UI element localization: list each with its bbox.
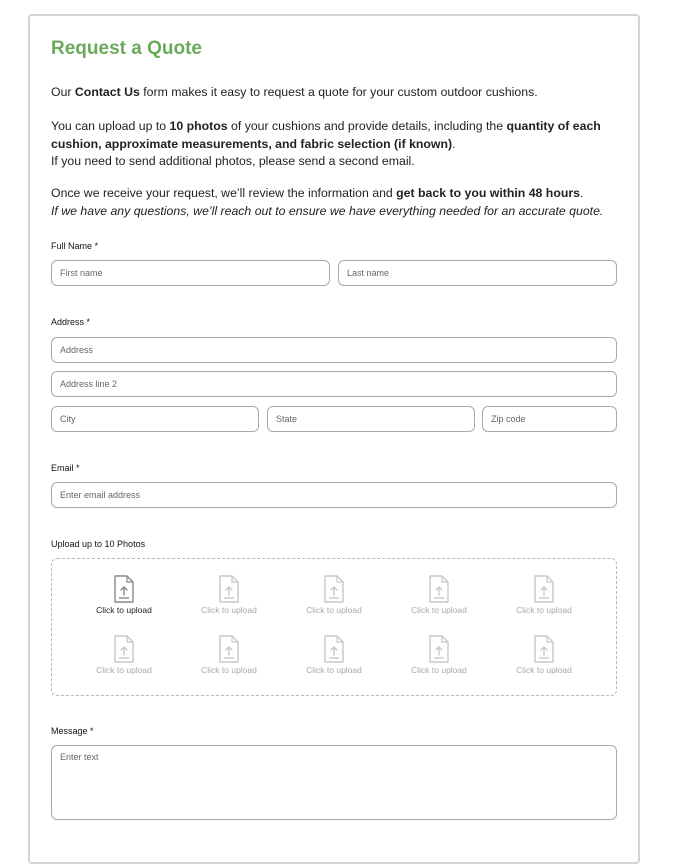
message-textarea[interactable] bbox=[51, 745, 617, 820]
file-upload-icon bbox=[323, 575, 345, 603]
file-upload-icon bbox=[428, 635, 450, 663]
file-upload-icon bbox=[533, 635, 555, 663]
page-title: Request a Quote bbox=[51, 38, 202, 59]
email-input[interactable] bbox=[51, 482, 617, 508]
file-upload-icon bbox=[323, 635, 345, 663]
upload-slot-label: Click to upload bbox=[96, 605, 152, 615]
upload-slot-9[interactable] bbox=[394, 635, 484, 675]
file-upload-icon bbox=[533, 575, 555, 603]
upload-slot-3[interactable] bbox=[289, 575, 379, 615]
address-line2-input[interactable] bbox=[51, 371, 617, 397]
address-line1-input[interactable] bbox=[51, 337, 617, 363]
file-upload-icon bbox=[218, 575, 240, 603]
address-label: Address * bbox=[51, 317, 91, 327]
upload-slot-4[interactable] bbox=[394, 575, 484, 615]
upload-slot-1[interactable] bbox=[79, 575, 169, 615]
full-name-label: Full Name * bbox=[51, 241, 99, 251]
upload-slot-label: Click to upload bbox=[306, 605, 362, 615]
message-label: Message * bbox=[51, 726, 94, 736]
intro-paragraph-3: Once we receive your request, we’ll review the information and get back to you within 48 hours. If we have any questions, we’ll reach out to ensure we have everything needed for an accurate quote. bbox=[51, 186, 604, 218]
upload-slot-label: Click to upload bbox=[516, 605, 572, 615]
upload-slot-label: Click to upload bbox=[201, 605, 257, 615]
file-upload-icon bbox=[428, 575, 450, 603]
zip-code-input[interactable] bbox=[482, 406, 617, 432]
state-input[interactable] bbox=[267, 406, 475, 432]
upload-slot-6[interactable] bbox=[79, 635, 169, 675]
city-input[interactable] bbox=[51, 406, 259, 432]
upload-slot-8[interactable] bbox=[289, 635, 379, 675]
last-name-input[interactable] bbox=[338, 260, 617, 286]
first-name-input[interactable] bbox=[51, 260, 330, 286]
email-label: Email * bbox=[51, 463, 80, 473]
intro-paragraph-2: You can upload up to 10 photos of your cushions and provide details, including the quantity of each cushion, approximate measurements, and fabric selection (if known). If you need to send additional photos, please send a second email. bbox=[51, 119, 601, 168]
file-upload-icon bbox=[218, 635, 240, 663]
upload-slot-label: Click to upload bbox=[516, 665, 572, 675]
upload-slot-7[interactable] bbox=[184, 635, 274, 675]
upload-label: Upload up to 10 Photos bbox=[51, 539, 146, 549]
upload-slot-5[interactable] bbox=[499, 575, 589, 615]
file-upload-icon bbox=[113, 635, 135, 663]
upload-slot-label: Click to upload bbox=[201, 665, 257, 675]
upload-slot-10[interactable] bbox=[499, 635, 589, 675]
file-upload-icon bbox=[113, 575, 135, 603]
contact-us-text: Contact Us bbox=[74, 85, 140, 99]
upload-slot-label: Click to upload bbox=[96, 665, 152, 675]
intro-paragraph-1: Our Contact Us form makes it easy to request a quote for your custom outdoor cushions. bbox=[51, 85, 538, 99]
upload-slot-label: Click to upload bbox=[306, 665, 362, 675]
upload-slot-label: Click to upload bbox=[411, 665, 467, 675]
upload-slot-2[interactable] bbox=[184, 575, 274, 615]
upload-slot-label: Click to upload bbox=[411, 605, 467, 615]
